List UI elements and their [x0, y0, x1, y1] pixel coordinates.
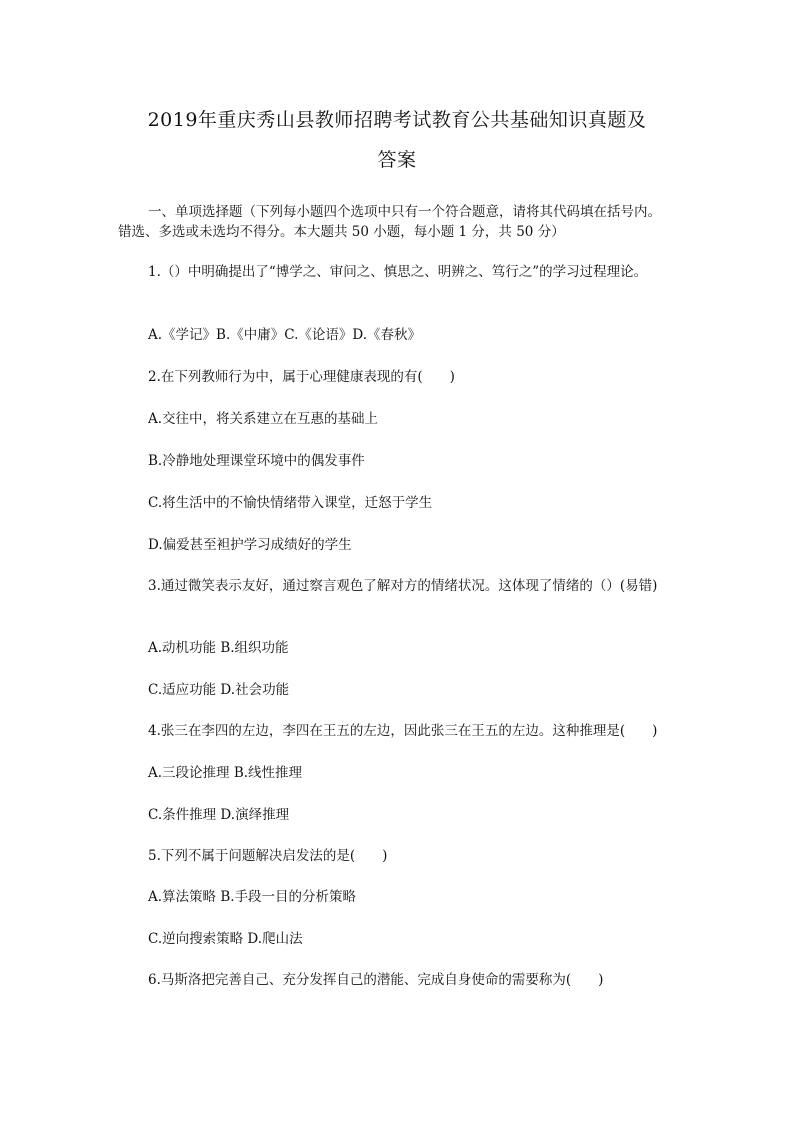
question-3-options-cd: C.适应功能 D.社会功能 [148, 682, 290, 698]
question-6: 6.马斯洛把完善自己、充分发挥自己的潜能、完成自身使命的需要称为( ) [148, 972, 604, 988]
document-title-line-1: 2019年重庆秀山县教师招聘考试教育公共基础知识真题及 [147, 109, 647, 131]
question-3-options-ab: A.动机功能 B.组织功能 [148, 640, 289, 656]
question-2-option-c: C.将生活中的不愉快情绪带入课堂，迁怒于学生 [148, 495, 433, 511]
question-5: 5.下列不属于问题解决启发法的是( ) [148, 848, 388, 864]
question-5-options-ab: A.算法策略 B.手段一目的分析策略 [148, 889, 357, 905]
question-2-option-d: D.偏爱甚至袒护学习成绩好的学生 [148, 537, 352, 553]
question-2-option-a: A.交往中，将关系建立在互惠的基础上 [148, 411, 379, 427]
question-4-options-ab: A.三段论推理 B.线性推理 [148, 765, 303, 781]
question-1: 1.（）中明确提出了“博学之、审问之、慎思之、明辨之、笃行之”的学习过程理论。 [148, 264, 648, 280]
question-2: 2.在下列教师行为中，属于心理健康表现的有( ) [148, 369, 455, 385]
question-1-options: A.《学记》B.《中庸》C.《论语》D.《春秋》 [148, 327, 422, 343]
question-5-options-cd: C.逆向搜索策略 D.爬山法 [148, 931, 303, 947]
document-title-line-2: 答案 [377, 149, 417, 171]
section-instructions-line-2: 错选、多选或未选均不得分。本大题共 50 小题，每小题 1 分，共 50 分） [118, 224, 565, 240]
section-instructions-line-1: 一、单项选择题（下列每小题四个选项中只有一个符合题意，请将其代码填在括号内。 [148, 204, 661, 220]
question-3: 3.通过微笑表示友好，通过察言观色了解对方的情绪状况。这体现了情绪的（）(易错) [148, 578, 658, 594]
question-2-option-b: B.冷静地处理课堂环境中的偶发事件 [148, 453, 365, 469]
question-4: 4.张三在李四的左边，李四在王五的左边，因此张三在王五的左边。这种推理是( ) [148, 723, 658, 739]
question-4-options-cd: C.条件推理 D.演绎推理 [148, 807, 290, 823]
